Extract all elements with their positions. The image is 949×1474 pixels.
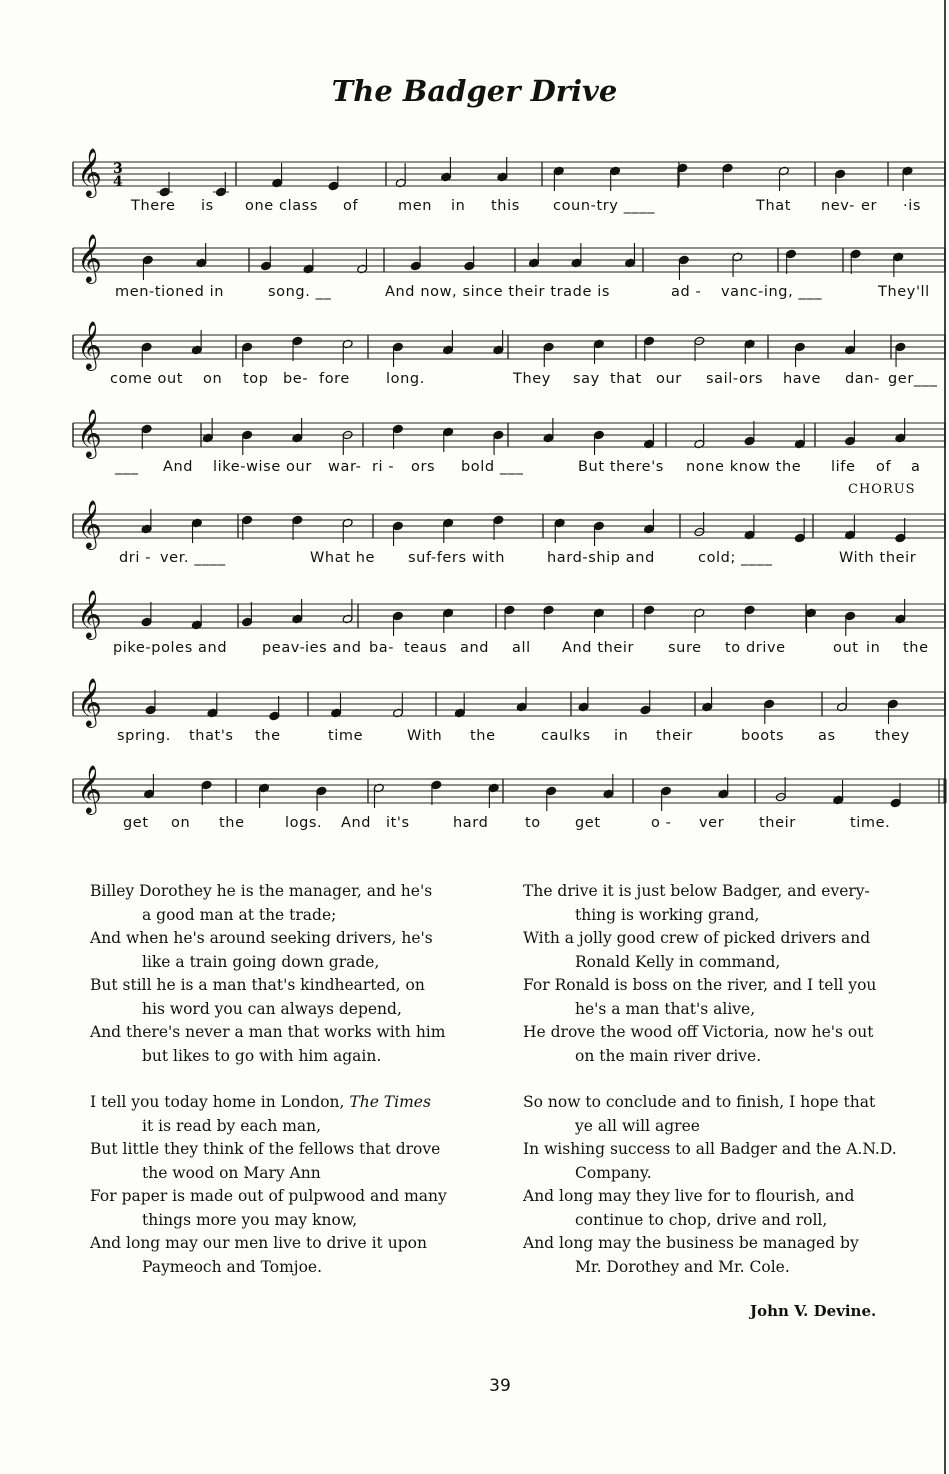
lyric-syllable: song. __ — [268, 284, 332, 300]
lyric-syllable: With their — [839, 550, 917, 566]
lyric-syllable: the — [219, 815, 245, 831]
lyric-syllable: get — [123, 815, 149, 831]
music-system — [73, 482, 945, 566]
treble-clef: 𝄞 — [77, 499, 102, 548]
lyric-syllable: coun-try ____ — [553, 198, 656, 214]
staff — [73, 589, 945, 640]
verse-line: But little they think of the fellows that drove — [90, 1140, 441, 1158]
verse-line: a good man at the trade; — [142, 905, 337, 924]
verse-line: And there's never a man that works with him — [90, 1023, 446, 1041]
lyric-syllable: ba- — [369, 640, 395, 656]
lyric-syllable: sail-ors — [706, 371, 764, 387]
verse-line: I tell you today home in London, The Times — [90, 1093, 431, 1111]
lyric-syllable: in — [866, 640, 881, 656]
lyric-syllable: bold ___ — [461, 459, 524, 475]
verse-line: thing is working grand, — [575, 905, 760, 924]
lyric-syllable: is — [201, 198, 214, 214]
lyric-syllable: And — [341, 815, 372, 831]
lyric-syllable: time — [328, 728, 364, 744]
lyric-syllable: There — [131, 198, 176, 214]
lyric-syllable: With — [407, 728, 443, 744]
lyric-syllable: But there's — [578, 459, 664, 475]
lyric-syllable: and — [460, 640, 490, 656]
author-signature: John V. Devine. — [750, 1302, 877, 1320]
lyric-line — [73, 640, 945, 660]
staff — [73, 320, 945, 371]
lyric-syllable: ors — [411, 459, 436, 475]
verse-line: it is read by each man, — [142, 1116, 322, 1135]
lyric-syllable: the — [903, 640, 929, 656]
lyric-line — [73, 284, 945, 304]
verse-line: Paymeoch and Tomjoe. — [142, 1257, 322, 1276]
verse-line: Ronald Kelly in command, — [575, 952, 781, 971]
lyric-syllable: dri - — [119, 550, 152, 566]
lyric-line — [73, 728, 945, 748]
verse-line: his word you can always depend, — [142, 999, 402, 1018]
verse-emphasis: The Times — [349, 1093, 431, 1111]
lyric-syllable: in — [614, 728, 629, 744]
treble-clef: 𝄞 — [77, 764, 102, 813]
lyric-syllable: vanc-ing, ___ — [721, 284, 823, 300]
verse-line: But still he is a man that's kindhearted, on — [90, 976, 425, 994]
lyric-syllable: be- — [283, 371, 309, 387]
lyric-syllable: in — [451, 198, 466, 214]
lyric-syllable: And now, since their trade is — [385, 284, 610, 300]
verse-line: Billey Dorothey he is the manager, and he's — [90, 882, 433, 900]
lyric-syllable: ies and — [305, 640, 362, 656]
music-system — [73, 764, 945, 831]
lyric-syllable: ·is — [903, 198, 921, 214]
lyric-syllable: suf-fers with — [408, 550, 506, 566]
lyric-line — [73, 550, 945, 570]
lyric-syllable: men-tioned in — [115, 284, 224, 300]
verse-line: continue to chop, drive and roll, — [575, 1210, 828, 1229]
treble-clef: 𝄞 — [77, 320, 102, 369]
lyric-syllable: fore — [319, 371, 350, 387]
lyric-syllable: to — [525, 815, 541, 831]
lyric-syllable: long. — [386, 371, 425, 387]
music-system — [73, 408, 945, 475]
music-system — [73, 589, 945, 656]
verse-line: things more you may know, — [142, 1210, 358, 1229]
lyric-syllable: one class — [245, 198, 318, 214]
lyric-syllable: on — [203, 371, 223, 387]
verse-line: like a train going down grade, — [142, 952, 380, 971]
verse-line: Mr. Dorothey and Mr. Cole. — [575, 1257, 790, 1276]
music-system — [73, 147, 945, 214]
lyric-syllable: ri - — [372, 459, 395, 475]
music-system — [73, 320, 945, 387]
lyric-syllable: get — [575, 815, 601, 831]
lyric-syllable: dan- — [845, 371, 880, 387]
lyric-syllable: ver — [699, 815, 725, 831]
song-title: The Badger Drive — [331, 74, 618, 108]
lyric-syllable: er — [861, 198, 878, 214]
treble-clef: 𝄞 — [77, 408, 102, 457]
lyric-syllable: they — [875, 728, 910, 744]
verse-line: For Ronald is boss on the river, and I tell you — [523, 976, 877, 994]
verse-line: With a jolly good crew of picked drivers and — [523, 929, 871, 947]
lyric-syllable: like-wise our — [213, 459, 312, 475]
lyric-syllable: out — [833, 640, 859, 656]
lyric-syllable: And — [163, 459, 194, 475]
treble-clef: 𝄞 — [77, 233, 102, 282]
lyric-syllable: the — [470, 728, 496, 744]
lyric-syllable: boots — [741, 728, 785, 744]
lyric-syllable: logs. — [285, 815, 323, 831]
verse-line: For paper is made out of pulpwood and many — [90, 1187, 447, 1205]
lyric-syllable: this — [491, 198, 520, 214]
lyric-syllable: say — [573, 371, 600, 387]
lyric-syllable: top — [243, 371, 269, 387]
lyric-syllable: peav- — [262, 640, 306, 656]
staff — [73, 233, 945, 284]
verse-line: And when he's around seeking drivers, he's — [90, 929, 433, 947]
lyric-syllable: life — [831, 459, 856, 475]
lyric-syllable: ver. ____ — [160, 550, 226, 566]
staff — [73, 764, 945, 815]
lyric-line — [73, 459, 945, 479]
verse-3 — [523, 880, 876, 1068]
lyric-syllable: on — [171, 815, 191, 831]
verse-line: He drove the wood off Victoria, now he's out — [523, 1023, 874, 1041]
lyric-syllable: ___ — [115, 459, 139, 475]
lyric-line — [73, 198, 945, 218]
verse-line: on the main river drive. — [575, 1046, 762, 1065]
staff — [73, 147, 945, 198]
staff — [73, 677, 945, 728]
verse-line: And long may they live for to flourish, and — [523, 1187, 855, 1205]
lyric-syllable: cold; ____ — [698, 550, 773, 566]
lyric-syllable: all — [512, 640, 531, 656]
lyric-syllable: the — [255, 728, 281, 744]
lyric-line — [73, 815, 945, 835]
verse-4 — [90, 1091, 447, 1279]
verse-line: And long may our men live to drive it upon — [90, 1234, 427, 1252]
lyric-syllable: a — [911, 459, 921, 475]
verse-line: but likes to go with him again. — [142, 1046, 382, 1065]
lyric-syllable: come out — [110, 371, 184, 387]
lyric-syllable: of — [343, 198, 359, 214]
lyric-syllable: caulks — [541, 728, 591, 744]
lyric-syllable: men — [398, 198, 433, 214]
lyric-syllable: of — [876, 459, 892, 475]
treble-clef: 𝄞 — [77, 589, 102, 638]
page-number: 39 — [489, 1376, 511, 1396]
chorus-label: CHORUS — [848, 482, 916, 497]
verse-line: ye all will agree — [575, 1116, 700, 1135]
verse-line: the wood on Mary Ann — [142, 1163, 321, 1182]
lyric-syllable: that — [610, 371, 642, 387]
verse-line: So now to conclude and to finish, I hope that — [523, 1093, 876, 1111]
music-system — [73, 233, 945, 300]
lyric-syllable: pike-poles and — [113, 640, 228, 656]
lyric-syllable: ger___ — [888, 371, 938, 387]
verse-line: And long may the business be managed by — [523, 1234, 859, 1252]
lyric-syllable: And their — [562, 640, 635, 656]
verse-2 — [90, 880, 445, 1068]
lyric-syllable: hard — [453, 815, 489, 831]
time-signature-bottom: 4 — [113, 174, 123, 190]
lyric-syllable: ad - — [671, 284, 702, 300]
verse-line: he's a man that's alive, — [575, 999, 756, 1018]
music-system — [73, 677, 945, 744]
lyric-syllable: That — [756, 198, 792, 214]
lyric-syllable: They'll — [878, 284, 930, 300]
lyric-syllable: time. — [850, 815, 891, 831]
lyric-syllable: their — [759, 815, 796, 831]
lyric-syllable: hard-ship and — [547, 550, 655, 566]
lyric-line — [73, 371, 945, 391]
lyric-syllable: none know the — [686, 459, 802, 475]
lyric-syllable: our — [656, 371, 682, 387]
lyric-syllable: sure — [668, 640, 702, 656]
lyric-syllable: that's — [189, 728, 234, 744]
lyric-syllable: nev- — [821, 198, 855, 214]
treble-clef: 𝄞 — [77, 677, 102, 726]
treble-clef: 𝄞 — [77, 147, 102, 196]
lyric-syllable: o - — [651, 815, 672, 831]
lyric-syllable: What he — [310, 550, 376, 566]
verse-5 — [523, 1091, 897, 1279]
lyric-syllable: war- — [328, 459, 362, 475]
lyric-syllable: spring. — [117, 728, 171, 744]
time-signature-top: 3 — [113, 161, 123, 177]
lyric-syllable: their — [656, 728, 693, 744]
staff — [73, 408, 945, 459]
verse-line: Company. — [575, 1163, 652, 1182]
verse-line: The drive it is just below Badger, and every- — [523, 882, 870, 900]
verse-line: In wishing success to all Badger and the A.N.D. — [523, 1140, 897, 1158]
staff — [73, 499, 945, 550]
lyric-syllable: teaus — [404, 640, 448, 656]
lyric-syllable: to drive — [725, 640, 786, 656]
lyric-syllable: They — [513, 371, 551, 387]
lyric-syllable: it's — [386, 815, 410, 831]
lyric-syllable: as — [818, 728, 836, 744]
lyric-syllable: have — [783, 371, 821, 387]
